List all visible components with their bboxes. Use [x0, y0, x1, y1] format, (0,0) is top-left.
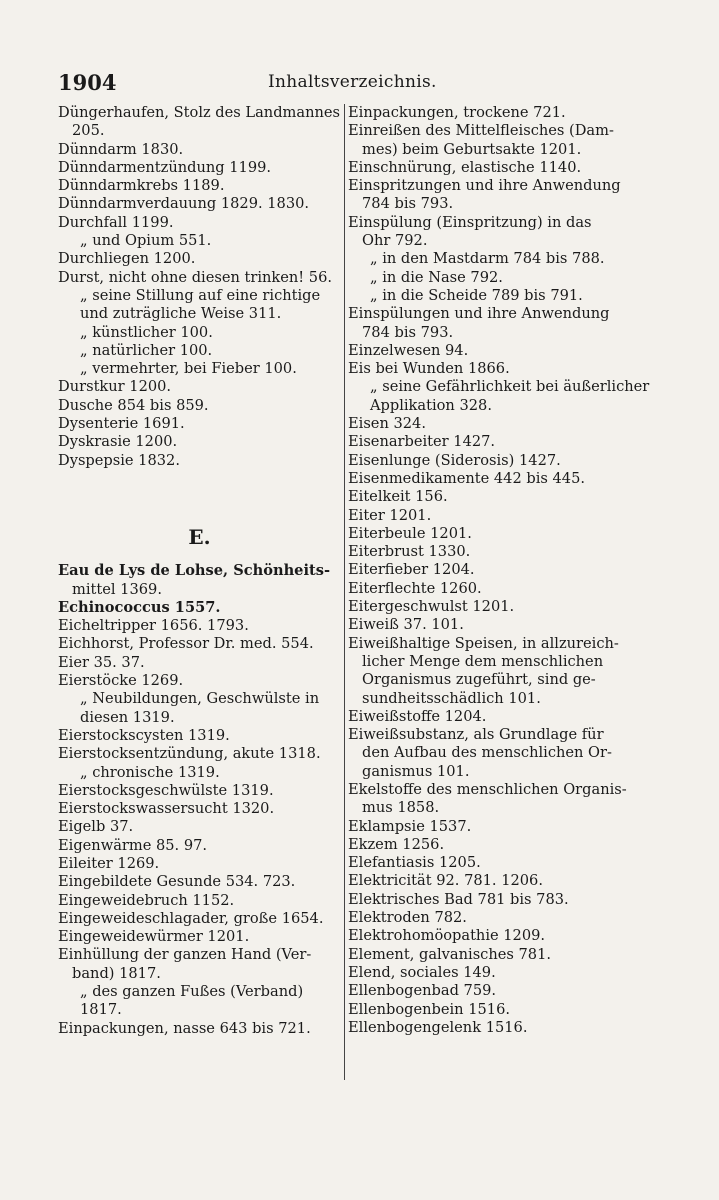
index-entry: Einpackungen, nasse 643 bis 721. [58, 1019, 311, 1037]
index-entry: „ natürlicher 100. [80, 341, 213, 359]
index-entry: Dyskrasie 1200. [58, 433, 178, 451]
index-entry: Eklampsie 1537. [348, 817, 472, 835]
index-entry: Durstkur 1200. [58, 378, 172, 396]
index-entry: Ekzem 1256. [348, 835, 445, 853]
index-entry: Eiterfieber 1204. [348, 561, 475, 579]
index-entry: diesen 1319. [80, 708, 175, 726]
index-entry: Einspülung (Einspritzung) in das [348, 213, 592, 231]
index-entry: Elefantiasis 1205. [348, 854, 481, 872]
index-entry: Elektrohomöopathie 1209. [348, 927, 546, 945]
index-entry: Eingeweideschlagader, große 1654. [58, 909, 324, 927]
index-entry: Applikation 328. [370, 396, 492, 414]
index-entry: den Aufbau des menschlichen Or- [362, 744, 612, 762]
index-entry: Dünndarmkrebs 1189. [58, 177, 225, 195]
index-entry: „ vermehrter, bei Fieber 100. [80, 360, 297, 378]
page-number: 1904 [58, 70, 117, 95]
index-entry: 205. [72, 122, 105, 140]
index-entry: Eisenmedikamente 442 bis 445. [348, 469, 586, 487]
index-entry: Einpackungen, trockene 721. [348, 104, 566, 121]
index-entry: Ellenbogenbein 1516. [348, 1000, 510, 1018]
index-entry: Eiweißsubstanz, als Grundlage für [348, 726, 604, 744]
index-entry: Element, galvanisches 781. [348, 945, 552, 963]
index-entry: Einzelwesen 94. [348, 341, 469, 359]
index-entry: Eiterbeule 1201. [348, 524, 472, 542]
index-entry: Eiweißhaltige Speisen, in allzureich- [348, 634, 619, 652]
index-entry: Ellenbogengelenk 1516. [348, 1018, 528, 1036]
index-entry: Einspritzungen und ihre Anwendung [348, 177, 621, 195]
page-header [58, 70, 659, 100]
index-entry: Eingebildete Gesunde 534. 723. [58, 873, 296, 891]
index-entry: Eigenwärme 85. 97. [58, 836, 208, 854]
index-entry: Eitelkeit 156. [348, 488, 448, 506]
index-entry: Eierstockscysten 1319. [58, 726, 230, 744]
index-entry: Eierstocksentzündung, akute 1318. [58, 745, 321, 763]
index-entry: Eisenarbeiter 1427. [348, 433, 496, 451]
index-entry: Dünndarmverdauung 1829. 1830. [58, 195, 310, 213]
index-entry: Echinococcus 1557. [58, 598, 221, 616]
index-entry: Eisen 324. [348, 415, 426, 433]
index-entry: ganismus 101. [362, 762, 470, 780]
index-entry: Eicheltripper 1656. 1793. [58, 617, 249, 635]
running-title: Inhaltsverzeichnis. [268, 72, 437, 92]
index-entry: Eierstöcke 1269. [58, 672, 184, 690]
index-entry: Eis bei Wunden 1866. [348, 360, 510, 378]
index-entry: Düngerhaufen, Stolz des Landmannes [58, 104, 341, 121]
index-entry: Einspülungen und ihre Anwendung [348, 305, 610, 323]
index-entry: „ Neubildungen, Geschwülste in [80, 690, 320, 708]
index-entry: Einhüllung der ganzen Hand (Ver- [58, 946, 312, 964]
index-entry: „ chronische 1319. [80, 763, 220, 781]
index-entry: Eichhorst, Professor Dr. med. 554. [58, 635, 314, 653]
index-entry: Dünndarm 1830. [58, 140, 184, 158]
index-entry: sundheitsschädlich 101. [362, 689, 541, 707]
index-entry: Durchfall 1199. [58, 213, 174, 231]
index-entry: Eau de Lys de Lohse, Schönheits- [58, 562, 331, 580]
index-entry: Elend, sociales 149. [348, 963, 496, 981]
index-entry: 784 bis 793. [362, 323, 454, 341]
index-entry: Eiterflechte 1260. [348, 579, 482, 597]
index-entry: 784 bis 793. [362, 195, 454, 213]
index-entry: „ seine Gefährlichkeit bei äußerlicher [370, 378, 650, 396]
index-entry: Dysenterie 1691. [58, 415, 185, 433]
index-entry: Eisenlunge (Siderosis) 1427. [348, 451, 561, 469]
index-entry: 1817. [80, 1001, 122, 1019]
index-entry: band) 1817. [72, 964, 161, 982]
index-entry: Elektricität 92. 781. 1206. [348, 872, 543, 890]
index-entry: Eileiter 1269. [58, 854, 160, 872]
index-entry: Eierstocksgeschwülste 1319. [58, 781, 274, 799]
index-entry: mittel 1369. [72, 580, 162, 598]
index-column-right [348, 104, 653, 1037]
index-entry: Eier 35. 37. [58, 653, 145, 671]
index-entry: Ekelstoffe des menschlichen Organis- [348, 780, 627, 798]
index-entry: Ellenbogenbad 759. [348, 982, 497, 1000]
index-entry: Durchliegen 1200. [58, 250, 196, 268]
index-entry: „ künstlicher 100. [80, 323, 213, 341]
index-entry: Elektroden 782. [348, 909, 467, 927]
index-entry: Eiter 1201. [348, 506, 432, 524]
index-entry: Eiweiß 37. 101. [348, 616, 464, 634]
index-entry: mus 1858. [362, 799, 440, 817]
index-entry: Organismus zugeführt, sind ge- [362, 671, 596, 689]
index-entry: Eierstockswassersucht 1320. [58, 800, 275, 818]
index-entry: licher Menge dem menschlichen [362, 652, 604, 670]
index-entry: Dünndarmentzündung 1199. [58, 158, 272, 176]
index-entry: Eingeweidewürmer 1201. [58, 928, 250, 946]
index-entry: Einschnürung, elastische 1140. [348, 158, 582, 176]
index-entry: mes) beim Geburtsakte 1201. [362, 140, 582, 158]
index-entry: und zuträgliche Weise 311. [80, 305, 282, 323]
index-entry: Eigelb 37. [58, 818, 134, 836]
index-entry: Dusche 854 bis 859. [58, 396, 209, 414]
index-entry: Einreißen des Mittelfleisches (Dam- [348, 122, 614, 140]
index-entry: Eiweißstoffe 1204. [348, 707, 487, 725]
index-entry: „ in die Nase 792. [370, 268, 503, 286]
column-divider [344, 104, 345, 1080]
index-entry: „ und Opium 551. [80, 232, 212, 250]
index-entry: Eingeweidebruch 1152. [58, 891, 235, 909]
section-letter: E. [188, 524, 211, 549]
index-entry: Ohr 792. [362, 232, 428, 250]
index-entry: „ des ganzen Fußes (Verband) [80, 983, 304, 1001]
index-entry: Durst, nicht ohne diesen trinken! 56. [58, 268, 333, 286]
index-entry: „ seine Stillung auf eine richtige [80, 286, 321, 304]
index-entry: Eitergeschwulst 1201. [348, 598, 515, 616]
index-entry: „ in die Scheide 789 bis 791. [370, 286, 583, 304]
index-entry: Dyspepsie 1832. [58, 451, 180, 469]
index-entry: Eiterbrust 1330. [348, 543, 471, 561]
index-entry: „ in den Mastdarm 784 bis 788. [370, 250, 605, 268]
index-entry: Elektrisches Bad 781 bis 783. [348, 890, 569, 908]
index-column-left [58, 104, 341, 1038]
